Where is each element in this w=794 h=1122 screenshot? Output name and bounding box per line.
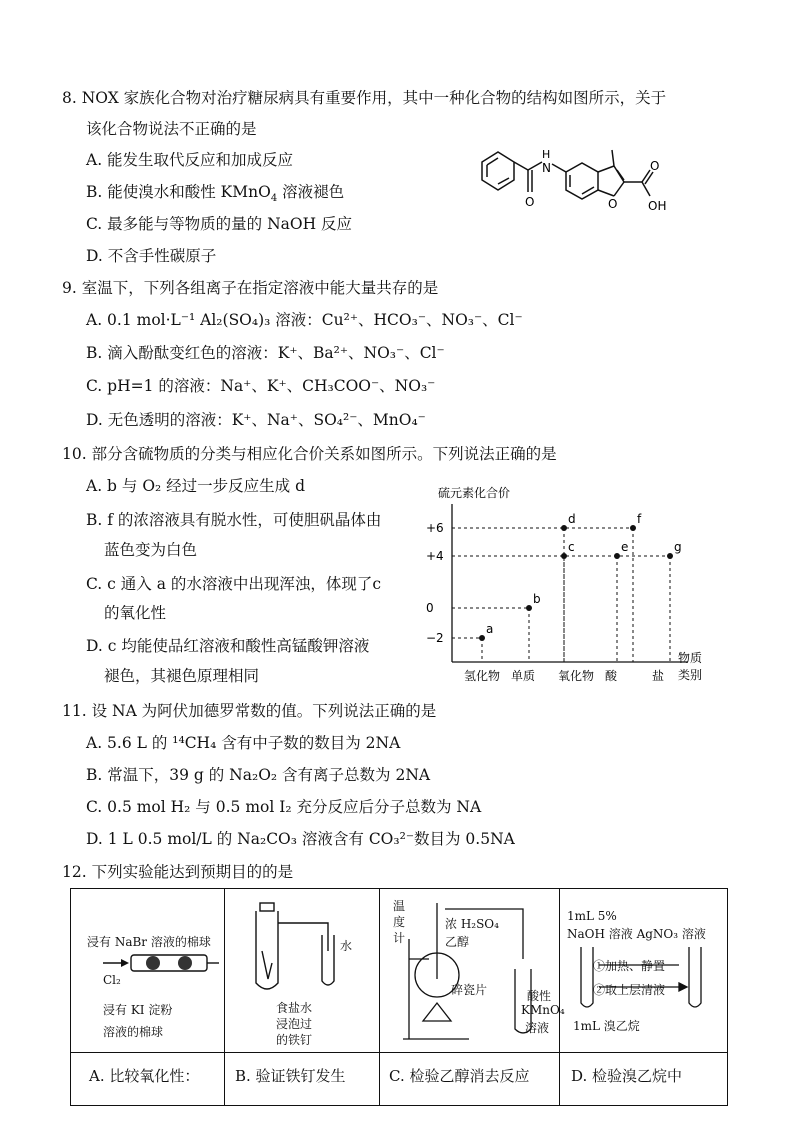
oh-label: OH bbox=[648, 199, 667, 213]
c-therm-label-3: 计 bbox=[393, 931, 406, 945]
chart-ylabel: 硫元素化合价 bbox=[438, 486, 511, 500]
b-salt-label-2: 浸泡过 bbox=[276, 1017, 313, 1031]
caption-divider bbox=[71, 1052, 727, 1053]
point-f bbox=[630, 525, 636, 531]
point-label-b: b bbox=[533, 592, 541, 606]
q8-option-d: D. 不含手性碳原子 bbox=[86, 247, 217, 265]
q10-option-d-line2: 褪色，其褪色原理相同 bbox=[104, 667, 260, 685]
chart-xlabel-2: 类别 bbox=[678, 668, 703, 682]
q10-option-c-line2: 的氧化性 bbox=[104, 604, 167, 622]
point-label-e: e bbox=[621, 540, 629, 554]
c-chip-label: 碎瓷片 bbox=[451, 983, 488, 997]
c-h2so4-label: 浓 H₂SO₄ bbox=[445, 917, 499, 931]
y-tick-label: +4 bbox=[426, 549, 444, 563]
point-label-d: d bbox=[568, 512, 576, 526]
q9-stem: 9. 室温下，下列各组离子在指定溶液中能大量共存的是 bbox=[62, 279, 439, 297]
q12-stem: 12. 下列实验能达到预期目的的是 bbox=[62, 863, 294, 881]
point-label-f: f bbox=[637, 512, 642, 526]
x-tick-label: 酸 bbox=[605, 669, 618, 683]
n-label: N bbox=[542, 161, 551, 175]
q9-option-d: D. 无色透明的溶液：K⁺、Na⁺、SO₄²⁻、MnO₄⁻ bbox=[86, 411, 426, 429]
a-tube-icon bbox=[101, 951, 221, 981]
q10-option-c-line1: C. c 通入 a 的水溶液中出现浑浊，体现了c bbox=[86, 575, 382, 593]
point-label-a: a bbox=[486, 622, 494, 636]
q11-option-c: C. 0.5 mol H₂ 与 0.5 mol I₂ 充分反应后分子总数为 NA bbox=[86, 798, 482, 816]
q8-stem-line2: 该化合物说法不正确的是 bbox=[86, 120, 257, 138]
point-label-g: g bbox=[674, 540, 682, 554]
caption-a: A. 比较氧化性： bbox=[89, 1067, 200, 1085]
d-step1-label: ①加热、静置 bbox=[593, 959, 666, 973]
c-kmno4-label-2: KMnO₄ bbox=[521, 1003, 565, 1017]
a-cl2-label: Cl₂ bbox=[103, 973, 121, 987]
y-tick-label: −2 bbox=[426, 631, 444, 645]
chart-xlabel-1: 物质 bbox=[678, 651, 703, 665]
q8-molecule-structure bbox=[468, 132, 688, 232]
d-step2-label: ②取上层清液 bbox=[593, 983, 666, 997]
q11-option-d: D. 1 L 0.5 mol/L 的 Na₂CO₃ 溶液含有 CO₃²⁻数目为 0.5NA bbox=[86, 830, 515, 848]
c-therm-label-2: 度 bbox=[393, 915, 406, 929]
furan-o-label: O bbox=[608, 197, 618, 211]
carbonyl-o-label: O bbox=[525, 195, 535, 209]
q12-experiment-table bbox=[70, 888, 728, 1106]
x-tick-label: 盐 bbox=[652, 669, 665, 683]
q10-option-d-line1: D. c 均能使品红溶液和酸性高锰酸钾溶液 bbox=[86, 637, 370, 655]
x-tick-label: 单质 bbox=[511, 669, 536, 683]
point-a bbox=[479, 635, 485, 641]
x-tick-label: 氧化物 bbox=[558, 669, 595, 683]
caption-d: D. 检验溴乙烷中 bbox=[571, 1067, 683, 1085]
a-ki-label-2: 溶液的棉球 bbox=[103, 1025, 164, 1039]
c-therm-label-1: 温 bbox=[393, 899, 406, 913]
q11-stem: 11. 设 NA 为阿伏加德罗常数的值。下列说法正确的是 bbox=[62, 702, 437, 720]
c-kmno4-label-1: 酸性 bbox=[527, 989, 552, 1003]
q10-option-b-line1: B. f 的浓溶液具有脱水性，可使胆矾晶体由 bbox=[86, 511, 382, 529]
q9-option-a: A. 0.1 mol·L⁻¹ Al₂(SO₄)₃ 溶液：Cu²⁺、HCO₃⁻、NO₃⁻、Cl⁻ bbox=[86, 311, 523, 329]
q8-option-b: B. 能使溴水和酸性 KMnO$_4$ 溶液褪色 bbox=[86, 183, 345, 205]
c-kmno4-label-3: 溶液 bbox=[525, 1021, 550, 1035]
c-ethanol-label: 乙醇 bbox=[445, 935, 470, 949]
q11-option-a: A. 5.6 L 的 ¹⁴CH₄ 含有中子数的数目为 2NA bbox=[86, 734, 401, 752]
caption-c: C. 检验乙醇消去反应 bbox=[389, 1067, 530, 1085]
caption-b: B. 验证铁钉发生 bbox=[235, 1067, 346, 1085]
q10-option-b-line2: 蓝色变为白色 bbox=[104, 541, 198, 559]
d-naoh-label-1: 1mL 5% bbox=[567, 909, 617, 923]
a-nabr-label: 浸有 NaBr 溶液的棉球 bbox=[87, 935, 211, 949]
d-bromoethane-label: 1mL 溴乙烷 bbox=[573, 1019, 640, 1033]
point-label-c: c bbox=[568, 540, 575, 554]
q8-option-a: A. 能发生取代反应和加成反应 bbox=[86, 151, 294, 169]
nh-h-label: H bbox=[542, 148, 551, 161]
q8-stem-line1: 8. NOX 家族化合物对治疗糖尿病具有重要作用，其中一种化合物的结构如图所示，关于 bbox=[62, 89, 667, 107]
d-naoh-label-2: NaOH 溶液 AgNO₃ 溶液 bbox=[567, 927, 706, 941]
b-water-label: 水 bbox=[340, 939, 353, 953]
y-tick-label: +6 bbox=[426, 521, 444, 535]
q10-option-a: A. b 与 O₂ 经过一步反应生成 d bbox=[86, 477, 306, 495]
q11-option-b: B. 常温下，39 g 的 Na₂O₂ 含有离子总数为 2NA bbox=[86, 766, 431, 784]
acid-o-label: O bbox=[650, 159, 660, 173]
a-ki-label-1: 浸有 KI 淀粉 bbox=[103, 1003, 173, 1017]
point-g bbox=[667, 553, 673, 559]
q9-option-c: C. pH=1 的溶液：Na⁺、K⁺、CH₃COO⁻、NO₃⁻ bbox=[86, 377, 436, 395]
q8-option-c: C. 最多能与等物质的量的 NaOH 反应 bbox=[86, 215, 353, 233]
q9-option-b: B. 滴入酚酞变红色的溶液：K⁺、Ba²⁺、NO₃⁻、Cl⁻ bbox=[86, 344, 445, 362]
b-salt-label-1: 食盐水 bbox=[276, 1001, 313, 1015]
point-b bbox=[526, 605, 532, 611]
b-salt-label-3: 的铁钉 bbox=[276, 1033, 313, 1047]
y-tick-label: 0 bbox=[426, 601, 434, 615]
x-tick-label: 氢化物 bbox=[464, 669, 501, 683]
q10-stem: 10. 部分含硫物质的分类与相应化合价关系如图所示。下列说法正确的是 bbox=[62, 445, 557, 463]
sulfur-valence-chart bbox=[420, 480, 720, 690]
